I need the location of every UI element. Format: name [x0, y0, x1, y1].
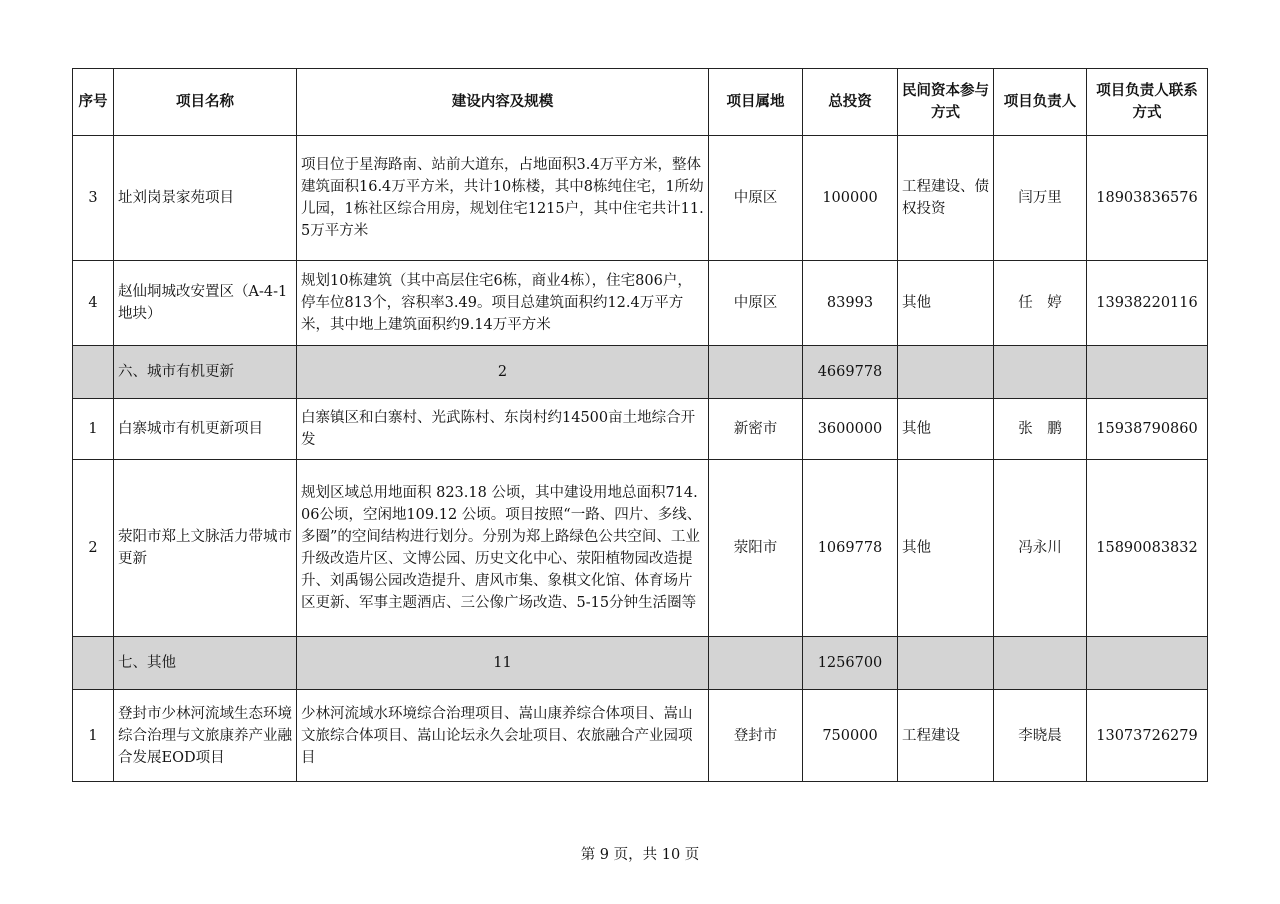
section-title: 七、其他 — [114, 637, 297, 690]
row-content: 规划区域总用地面积 823.18 公顷，其中建设用地总面积714.06公顷，空闲地109.12 公顷。项目按照“一路、四片、多线、多圈”的空间结构进行划分。分别为郑上路绿色公共空间、工业升级改造片区、文博公园、历史文化中心、荥阳植物园改造提升、刘禹锡公园改造提升、唐风市集、象棋文化馆、体育场片区更新、军事主题酒店、三公像广场改造、5-15分钟生活圈等 — [297, 460, 709, 637]
row-name: 址刘岗景家苑项目 — [114, 136, 297, 261]
section-title: 六、城市有机更新 — [114, 346, 297, 399]
row-private-capital: 其他 — [898, 460, 994, 637]
row-name: 赵仙垌城改安置区（A-4-1地块） — [114, 261, 297, 346]
row-owner: 李晓晨 — [994, 690, 1087, 782]
row-content: 项目位于星海路南、站前大道东，占地面积3.4万平方米，整体建筑面积16.4万平方米，共计10栋楼，其中8栋纯住宅，1所幼儿园，1栋社区综合用房，规划住宅1215户，其中住宅共计11.5万平方米 — [297, 136, 709, 261]
row-investment: 750000 — [803, 690, 898, 782]
row-investment: 100000 — [803, 136, 898, 261]
section-private-capital — [898, 346, 994, 399]
section-location — [709, 346, 803, 399]
section-contact — [1087, 346, 1208, 399]
section-investment: 4669778 — [803, 346, 898, 399]
row-contact: 13938220116 — [1087, 261, 1208, 346]
row-owner: 张 鹏 — [994, 399, 1087, 460]
header-row — [73, 69, 1208, 136]
row-private-capital: 其他 — [898, 261, 994, 346]
table-row — [73, 399, 1208, 460]
header-location: 项目属地 — [709, 69, 803, 136]
header-owner: 项目负责人 — [994, 69, 1087, 136]
row-location: 登封市 — [709, 690, 803, 782]
row-location: 新密市 — [709, 399, 803, 460]
row-owner: 冯永川 — [994, 460, 1087, 637]
section-investment: 1256700 — [803, 637, 898, 690]
row-name: 白寨城市有机更新项目 — [114, 399, 297, 460]
page-footer: 第 9 页，共 10 页 — [580, 847, 700, 863]
project-table — [72, 68, 1208, 782]
row-contact: 15938790860 — [1087, 399, 1208, 460]
section-owner — [994, 637, 1087, 690]
row-content: 规划10栋建筑（其中高层住宅6栋，商业4栋），住宅806户，停车位813个，容积率3.49。项目总建筑面积约12.4万平方米，其中地上建筑面积约9.14万平方米 — [297, 261, 709, 346]
header-content: 建设内容及规模 — [297, 69, 709, 136]
section-count: 2 — [297, 346, 709, 399]
table-row — [73, 690, 1208, 782]
row-name: 荥阳市郑上文脉活力带城市更新 — [114, 460, 297, 637]
row-seq: 1 — [73, 399, 114, 460]
row-seq: 4 — [73, 261, 114, 346]
section-private-capital — [898, 637, 994, 690]
header-investment: 总投资 — [803, 69, 898, 136]
row-owner: 闫万里 — [994, 136, 1087, 261]
table-row — [73, 261, 1208, 346]
row-private-capital: 工程建设、债权投资 — [898, 136, 994, 261]
row-location: 荥阳市 — [709, 460, 803, 637]
row-location: 中原区 — [709, 136, 803, 261]
row-investment: 83993 — [803, 261, 898, 346]
section-seq — [73, 637, 114, 690]
header-seq: 序号 — [73, 69, 114, 136]
row-location: 中原区 — [709, 261, 803, 346]
header-private-capital: 民间资本参与方式 — [898, 69, 994, 136]
header-name: 项目名称 — [114, 69, 297, 136]
section-seq — [73, 346, 114, 399]
row-content: 少林河流域水环境综合治理项目、嵩山康养综合体项目、嵩山文旅综合体项目、嵩山论坛永久会址项目、农旅融合产业园项目 — [297, 690, 709, 782]
section-count: 11 — [297, 637, 709, 690]
section-owner — [994, 346, 1087, 399]
row-investment: 1069778 — [803, 460, 898, 637]
row-content: 白寨镇区和白寨村、光武陈村、东岗村约14500亩土地综合开发 — [297, 399, 709, 460]
section-row-6 — [73, 346, 1208, 399]
row-private-capital: 其他 — [898, 399, 994, 460]
row-owner: 任 婷 — [994, 261, 1087, 346]
row-contact: 18903836576 — [1087, 136, 1208, 261]
row-contact: 13073726279 — [1087, 690, 1208, 782]
row-investment: 3600000 — [803, 399, 898, 460]
row-private-capital: 工程建设 — [898, 690, 994, 782]
table-row — [73, 460, 1208, 637]
row-seq: 2 — [73, 460, 114, 637]
header-contact: 项目负责人联系方式 — [1087, 69, 1208, 136]
row-seq: 1 — [73, 690, 114, 782]
section-row-7 — [73, 637, 1208, 690]
row-contact: 15890083832 — [1087, 460, 1208, 637]
row-seq: 3 — [73, 136, 114, 261]
row-name: 登封市少林河流域生态环境综合治理与文旅康养产业融合发展EOD项目 — [114, 690, 297, 782]
section-contact — [1087, 637, 1208, 690]
section-location — [709, 637, 803, 690]
table-row — [73, 136, 1208, 261]
